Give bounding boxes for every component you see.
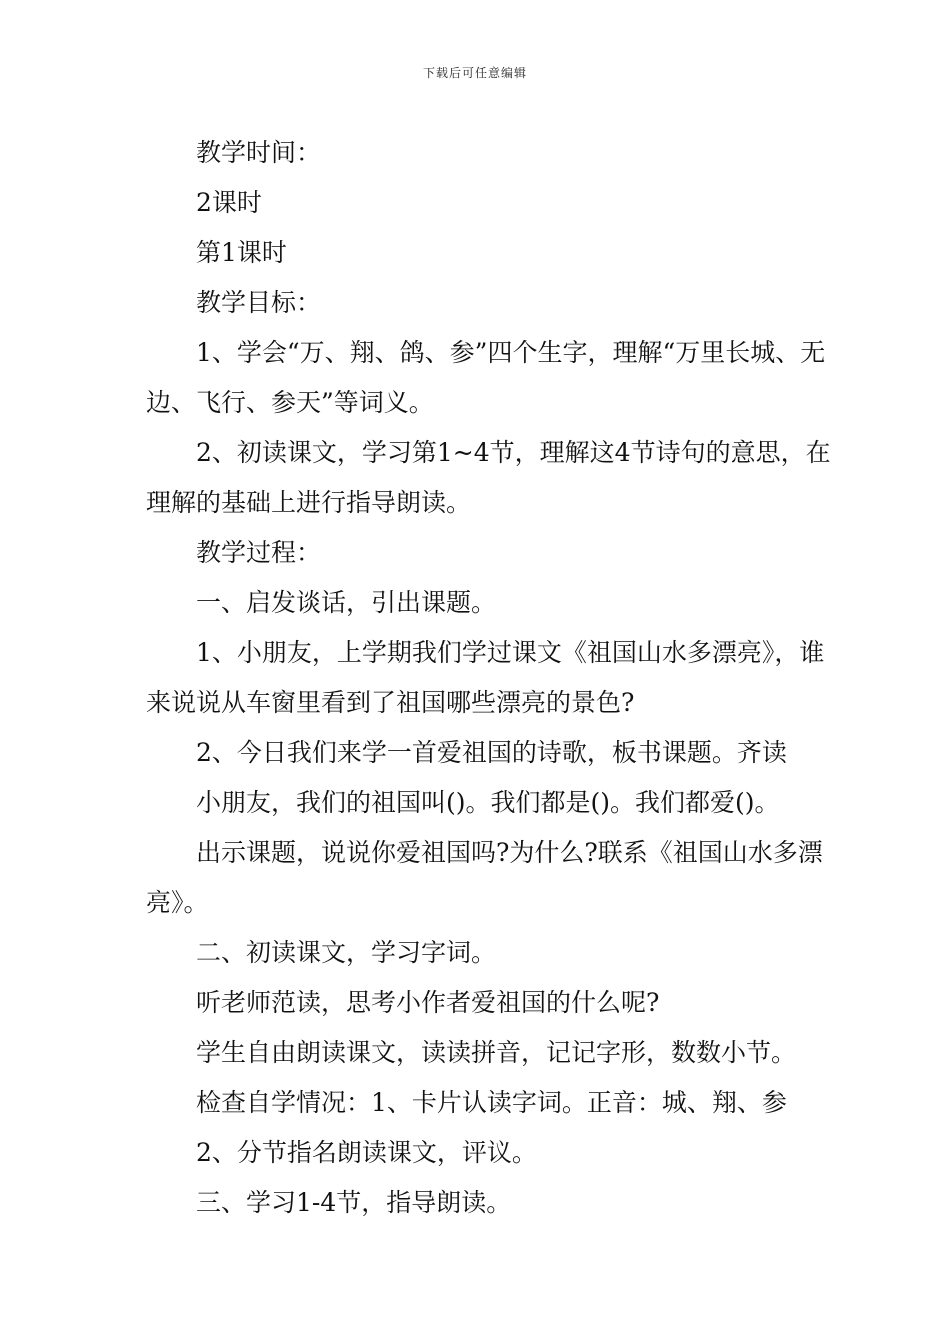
paragraph-class-hours: 2课时	[196, 188, 262, 217]
paragraph-teaching-time: 教学时间：	[196, 138, 322, 167]
paragraph-section-3-heading: 三、学习1-4节，指导朗读。	[196, 1188, 512, 1217]
paragraph-objective-1: 1、学会“万、翔、鸽、参”四个生字，理解“万里长城、无边、飞行、参天”等词义。	[146, 338, 826, 417]
paragraph-show-title: 出示课题，说说你爱祖国吗?为什么?联系《祖国山水多漂亮》。	[146, 838, 823, 917]
paragraph-listen-teacher: 听老师范读，思考小作者爱祖国的什么呢?	[196, 988, 660, 1017]
paragraph-process-heading: 教学过程：	[196, 538, 322, 567]
paragraph-check-self-study: 检查自学情况：1、卡片认读字词。正音：城、翔、参	[196, 1088, 787, 1117]
paragraph-section-2-heading: 二、初读课文，学习字词。	[196, 938, 497, 967]
paragraph-first-lesson: 第1课时	[196, 238, 287, 267]
paragraph-section-1-heading: 一、启发谈话，引出课题。	[196, 588, 497, 617]
paragraph-section-reading: 2、分节指名朗读课文，评议。	[196, 1138, 537, 1167]
paragraph-free-reading: 学生自由朗读课文，读读拼音，记记字形，数数小节。	[196, 1038, 797, 1067]
paragraph-section-1-item-2: 2、今日我们来学一首爱祖国的诗歌，板书课题。齐读	[196, 738, 787, 767]
page-header: 下载后可任意编辑	[422, 66, 527, 80]
paragraph-objectives-heading: 教学目标：	[196, 288, 322, 317]
paragraph-fill-in-blanks: 小朋友，我们的祖国叫()。我们都是()。我们都爱()。	[196, 788, 780, 817]
paragraph-objective-2: 2、初读课文，学习第1~4节，理解这4节诗句的意思，在理解的基础上进行指导朗读。	[146, 438, 831, 517]
document-body	[146, 128, 836, 1228]
paragraph-section-1-item-1: 1、小朋友，上学期我们学过课文《祖国山水多漂亮》，谁来说说从车窗里看到了祖国哪些漂亮的景色?	[146, 638, 825, 717]
